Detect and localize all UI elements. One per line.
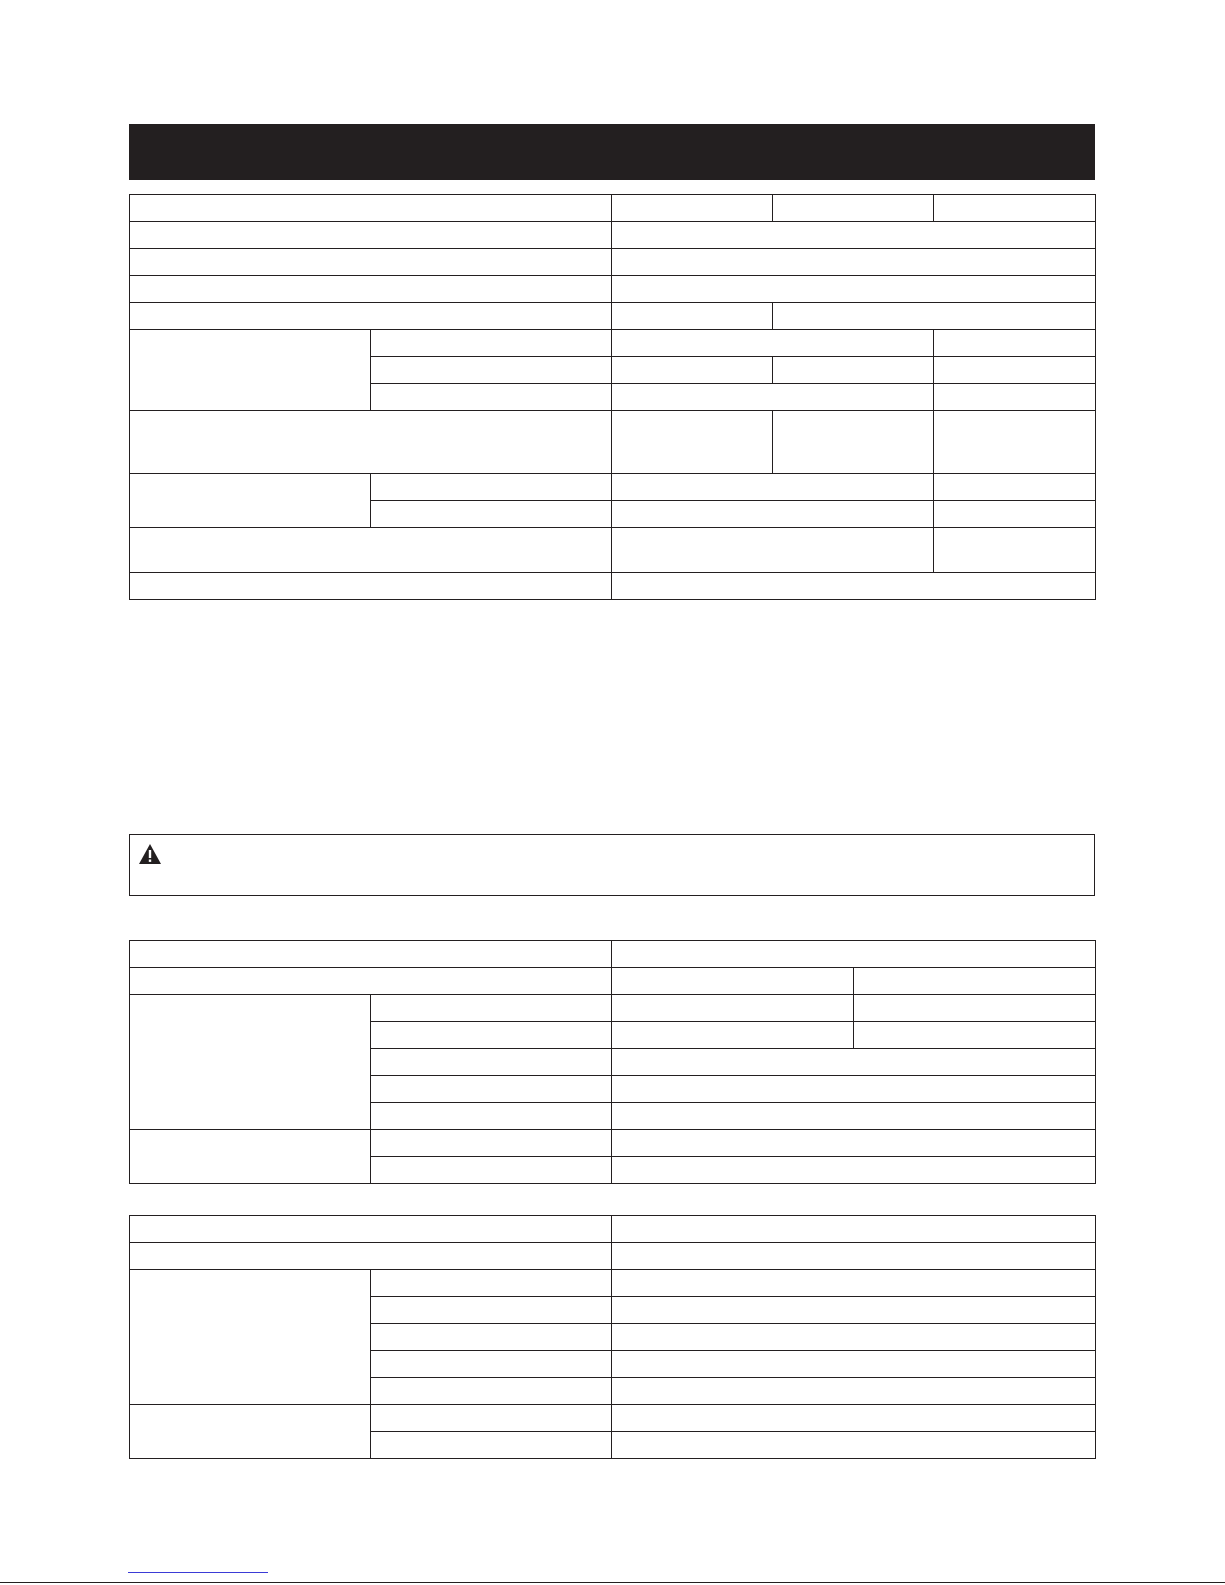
table-group-cell [130, 330, 371, 411]
table-row [130, 222, 1096, 249]
table-cell [612, 501, 934, 528]
table-cell [612, 474, 934, 501]
table-row [130, 528, 1096, 573]
table-cell [612, 411, 773, 474]
table-cell [612, 941, 1096, 968]
table-cell [371, 1324, 612, 1351]
table-cell [612, 222, 1096, 249]
table-cell [934, 384, 1096, 411]
table-cell [934, 411, 1096, 474]
table-cell [612, 384, 934, 411]
footer-link-underline[interactable] [128, 1572, 268, 1573]
spec-table-1 [129, 194, 1096, 600]
table-cell [612, 1157, 1096, 1184]
table-cell [612, 1432, 1096, 1459]
table-cell [854, 968, 1096, 995]
table-row [130, 474, 1096, 501]
table-cell [612, 1297, 1096, 1324]
table-cell [371, 1405, 612, 1432]
table-cell [612, 330, 934, 357]
table-cell [773, 303, 1096, 330]
table-cell [130, 968, 612, 995]
table-cell [612, 995, 854, 1022]
table-cell [612, 249, 1096, 276]
table-cell [371, 1297, 612, 1324]
table-cell [773, 411, 934, 474]
table-cell [371, 330, 612, 357]
table-row [130, 330, 1096, 357]
table-group-cell [130, 995, 371, 1130]
table-cell [773, 357, 934, 384]
table-row [130, 1405, 1096, 1432]
warning-box [129, 834, 1095, 896]
table-cell [612, 1351, 1096, 1378]
table-cell [612, 1270, 1096, 1297]
table-cell [371, 1076, 612, 1103]
table-cell [130, 276, 612, 303]
table-row [130, 1130, 1096, 1157]
table-cell [934, 528, 1096, 573]
table-cell [934, 195, 1096, 222]
table-cell [371, 1130, 612, 1157]
table-cell [371, 1022, 612, 1049]
page-bottom-rule [0, 1582, 1225, 1583]
table-cell [612, 968, 854, 995]
table-cell [612, 1022, 854, 1049]
table-row [130, 968, 1096, 995]
table-row [130, 995, 1096, 1022]
table-cell [371, 501, 612, 528]
table-group-cell [130, 1130, 371, 1184]
table-cell [854, 1022, 1096, 1049]
table-cell [612, 195, 773, 222]
table-row [130, 1270, 1096, 1297]
table-cell [371, 384, 612, 411]
table-cell [371, 1157, 612, 1184]
table-cell [934, 357, 1096, 384]
warning-triangle-icon [138, 843, 162, 870]
table-cell [934, 501, 1096, 528]
table-cell [612, 1324, 1096, 1351]
table-cell [371, 474, 612, 501]
table-cell [371, 1351, 612, 1378]
table-group-cell [130, 1270, 371, 1405]
table-row [130, 276, 1096, 303]
table-cell [130, 303, 612, 330]
table-cell [371, 1432, 612, 1459]
table-cell [371, 1049, 612, 1076]
table-row [130, 249, 1096, 276]
table-group-cell [130, 1405, 371, 1459]
table-row [130, 303, 1096, 330]
spec-table-3 [129, 1215, 1096, 1459]
table-cell [612, 1103, 1096, 1130]
table-cell [612, 1378, 1096, 1405]
table-cell [371, 995, 612, 1022]
table-cell [934, 330, 1096, 357]
table-cell [130, 528, 612, 573]
table-cell [612, 276, 1096, 303]
section-header-bar [129, 124, 1095, 180]
table-cell [934, 474, 1096, 501]
table-cell [130, 1243, 612, 1270]
table-cell [854, 995, 1096, 1022]
table-row [130, 941, 1096, 968]
table-row [130, 195, 1096, 222]
table-cell [612, 1216, 1096, 1243]
table-cell [612, 528, 934, 573]
table-row [130, 573, 1096, 600]
table-cell [130, 195, 612, 222]
table-cell [612, 303, 773, 330]
table-cell [612, 357, 773, 384]
table-cell [130, 573, 612, 600]
table-cell [371, 1103, 612, 1130]
table-cell [612, 1243, 1096, 1270]
table-cell [130, 411, 612, 474]
table-cell [130, 222, 612, 249]
table-cell [612, 573, 1096, 600]
table-group-cell [130, 474, 371, 528]
table-cell [612, 1405, 1096, 1432]
table-cell [371, 1378, 612, 1405]
table-cell [612, 1130, 1096, 1157]
table-row [130, 1216, 1096, 1243]
table-row [130, 411, 1096, 474]
table-cell [130, 941, 612, 968]
table-cell [612, 1076, 1096, 1103]
table-cell [130, 249, 612, 276]
table-cell [371, 357, 612, 384]
table-cell [130, 1216, 612, 1243]
table-cell [773, 195, 934, 222]
spec-table-2 [129, 940, 1096, 1184]
table-row [130, 1243, 1096, 1270]
table-cell [612, 1049, 1096, 1076]
table-cell [371, 1270, 612, 1297]
